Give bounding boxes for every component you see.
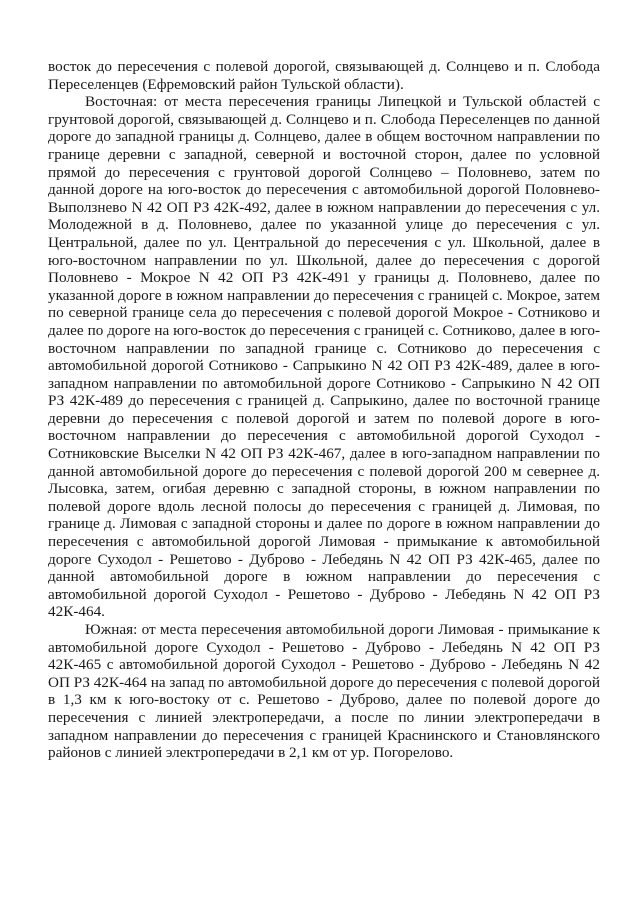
paragraph-continuation: восток до пересечения с полевой дорогой, связывающей д. Солнцево и п. Слобода Переселенцев (Ефремовский район Тульской области).: [48, 58, 600, 93]
paragraph-southern-boundary: Южная: от места пересечения автомобильной дороги Лимовая - примыкание к автомобильной дороге Суходол - Решетово - Дуброво - Лебедянь N 42 ОП РЗ 42К-465 с автомобильной дорогой Суходол - Решетово - Дуброво - Лебедянь N 42 ОП РЗ 42К-464 на запад по автомобильной дороге до пересечения с полевой дорогой в 1,3 км к юго-востоку от с. Решетово - Дуброво, далее по полевой дороге до пересечения с линией электропередачи, а после по линии электропередачи в западном направлении до пересечения с границей Краснинского и Становлянского районов с линией электропередачи в 2,1 км от ур. Погорелово.: [48, 621, 600, 762]
document-page: [48, 58, 600, 762]
paragraph-eastern-boundary: Восточная: от места пересечения границы Липецкой и Тульской областей с грунтовой дорогой, связывающей д. Солнцево и п. Слобода Переселенцев по данной дороге до западной границы д. Солнцево, далее в общем восточном направлении по границе деревни с западной, северной и восточной сторон, далее по условной прямой до пересечения с грунтовой дорогой Солнцево – Половнево, затем по данной дороге на юго-восток до пересечения с автомобильной дорогой Половнево- Выползнево N 42 ОП РЗ 42К-492, далее в южном направлении до пересечения с ул. Молодежной в д. Половнево, далее по указанной улице до пересечения с ул. Центральной, далее по ул. Центральной до пересечения с ул. Школьной, далее в юго-восточном направлении по ул. Школьной, далее до пересечения с дорогой Половнево - Мокрое N 42 ОП РЗ 42К-491 у границы д. Половнево, далее по указанной дороге в южном направлении до пересечения с границей с. Мокрое, затем по северной границе села до пересечения с полевой дорогой Мокрое - Сотниково и далее по дороге на юго-восток до пересечения с границей с. Сотниково, далее в юго-восточном направлении по западной границе с. Сотниково до пересечения с автомобильной дорогой Сотниково - Сапрыкино N 42 ОП РЗ 42К-489, далее в юго-западном направлении по автомобильной дороге Сотниково - Сапрыкино N 42 ОП РЗ 42К-489 до пересечения с границей д. Сапрыкино, далее по восточной границе деревни до пересечения с полевой дорогой и затем по полевой дороге в юго-восточном направлении до пересечения с автомобильной дорогой Суходол - Сотниковские Выселки N 42 ОП РЗ 42К-467, далее в юго-западном направлении по данной автомобильной дороге до пересечения с полевой дорогой 200 м севернее д. Лысовка, затем, огибая деревню с западной стороны, в южном направлении по полевой дороге вдоль лесной полосы до пересечения с границей д. Лимовая, по границе д. Лимовая с западной стороны и далее по дороге в южном направлении до пересечения с автомобильной дорогой Лимовая - примыкание к автомобильной дороге Суходол - Решетово - Дуброво - Лебедянь N 42 ОП РЗ 42К-465, далее по данной автомобильной дороге в южном направлении до пересечения с автомобильной дорогой Суходол - Решетово - Дуброво - Лебедянь N 42 ОП РЗ 42К-464.: [48, 93, 600, 621]
